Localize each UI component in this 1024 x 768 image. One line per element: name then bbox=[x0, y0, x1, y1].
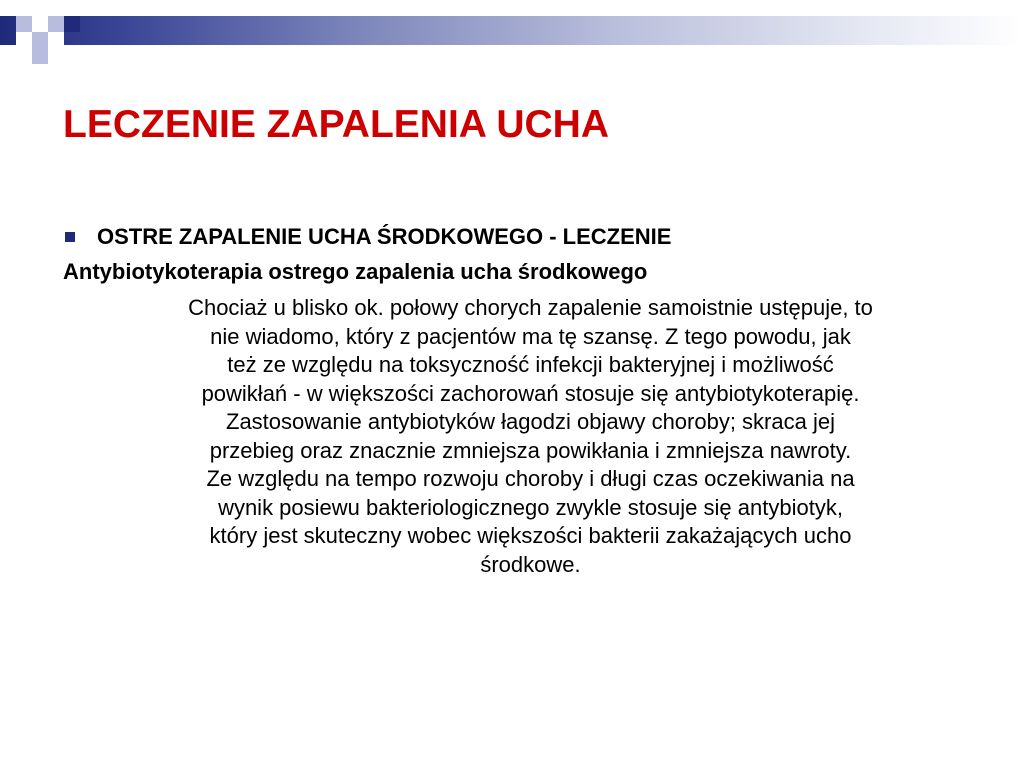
decor-square bbox=[16, 16, 32, 32]
body-line: nie wiadomo, który z pacjentów ma tę szansę. Z tego powodu, jak bbox=[210, 323, 851, 349]
decor-square bbox=[64, 16, 80, 32]
bullet-item bbox=[63, 224, 671, 250]
body-line: Chociaż u blisko ok. połowy chorych zapalenie samoistnie ustępuje, to bbox=[188, 295, 873, 320]
decor-square bbox=[32, 48, 48, 64]
decor-square bbox=[32, 32, 48, 48]
header-gradient-band bbox=[0, 16, 1024, 45]
body-line: Ze względu na tempo rozwoju choroby i długi czas oczekiwania na bbox=[206, 466, 855, 491]
body-line: też ze względu na toksyczność infekcji bakteryjnej i możliwość bbox=[227, 352, 834, 377]
decor-square bbox=[16, 0, 32, 16]
body-line: Zastosowanie antybiotyków łagodzi objawy choroby; skraca jej bbox=[226, 409, 835, 434]
body-line: środkowe. bbox=[480, 551, 581, 577]
body-line: powikłań - w większości zachorowań stosuje się antybiotykoterapię. bbox=[201, 380, 860, 406]
body-paragraph bbox=[63, 294, 998, 579]
slide-title: LECZENIE ZAPALENIA UCHA bbox=[63, 103, 609, 146]
decor-square bbox=[16, 32, 32, 48]
decor-square bbox=[48, 16, 64, 32]
bullet-text: OSTRE ZAPALENIE UCHA ŚRODKOWEGO - LECZENIE bbox=[97, 224, 672, 249]
square-bullet-icon bbox=[65, 232, 75, 242]
body-line: wynik posiewu bakteriologicznego zwykle stosuje się antybiotyk, bbox=[218, 494, 843, 520]
subheading: Antybiotykoterapia ostrego zapalenia ucha środkowego bbox=[63, 259, 648, 284]
decor-square bbox=[32, 16, 48, 32]
decor-square bbox=[48, 32, 64, 48]
body-line: przebieg oraz znacznie zmniejsza powikłania i zmniejsza nawroty. bbox=[209, 437, 852, 463]
body-line: który jest skuteczny wobec większości bakterii zakażających ucho bbox=[209, 523, 852, 548]
